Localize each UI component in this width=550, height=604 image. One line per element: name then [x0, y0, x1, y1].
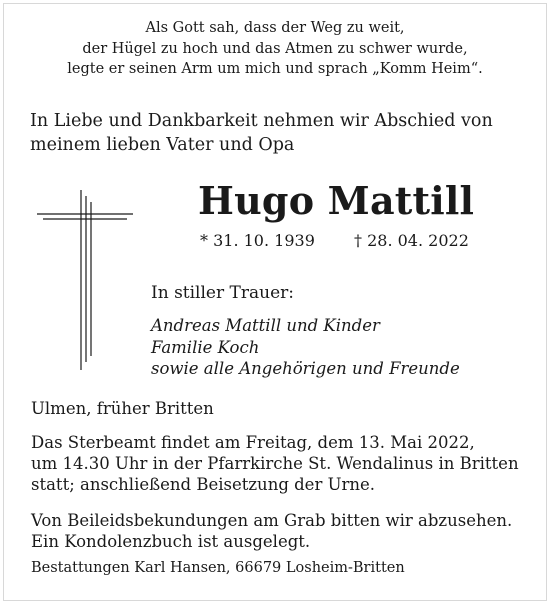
- mourner-line: Familie Koch: [151, 337, 260, 357]
- condolence-info: [31, 510, 512, 552]
- condolence-line: Von Beileidsbekundungen am Grab bitten wir abzusehen.: [31, 511, 513, 530]
- intro-line: In Liebe und Dankbarkeit nehmen wir Abschied von: [30, 111, 493, 131]
- mourner-line: Andreas Mattill und Kinder: [151, 316, 380, 335]
- service-line: statt; anschließend Beisetzung der Urne.: [31, 475, 376, 494]
- poem: [0, 18, 550, 80]
- cross-icon: [37, 190, 133, 370]
- poem-line: Als Gott sah, dass der Weg zu weit,: [145, 20, 405, 36]
- deceased-name: Hugo Mattill: [198, 178, 475, 223]
- intro-text: [30, 110, 493, 157]
- funeral-home: Bestattungen Karl Hansen, 66679 Losheim-Britten: [31, 560, 405, 576]
- poem-line: der Hügel zu hoch und das Atmen zu schwer wurde,: [82, 40, 468, 57]
- service-info: [31, 432, 519, 495]
- service-line: um 14.30 Uhr in der Pfarrkirche St. Wendalinus in Britten: [31, 454, 519, 473]
- poem-line: legte er seinen Arm um mich und sprach „Komm Heim“.: [67, 61, 483, 77]
- condolence-line: Ein Kondolenzbuch ist ausgelegt.: [31, 532, 311, 551]
- mourners-list: [151, 315, 460, 380]
- mourner-line: sowie alle Angehörigen und Freunde: [151, 359, 460, 378]
- intro-line: meinem lieben Vater und Opa: [30, 134, 295, 155]
- mourning-heading: In stiller Trauer:: [151, 283, 294, 303]
- service-line: Das Sterbeamt findet am Freitag, dem 13. Mai 2022,: [31, 433, 475, 452]
- death-date: † 28. 04. 2022: [354, 231, 469, 250]
- birth-date: * 31. 10. 1939: [200, 231, 315, 250]
- place-line: Ulmen, früher Britten: [31, 399, 214, 418]
